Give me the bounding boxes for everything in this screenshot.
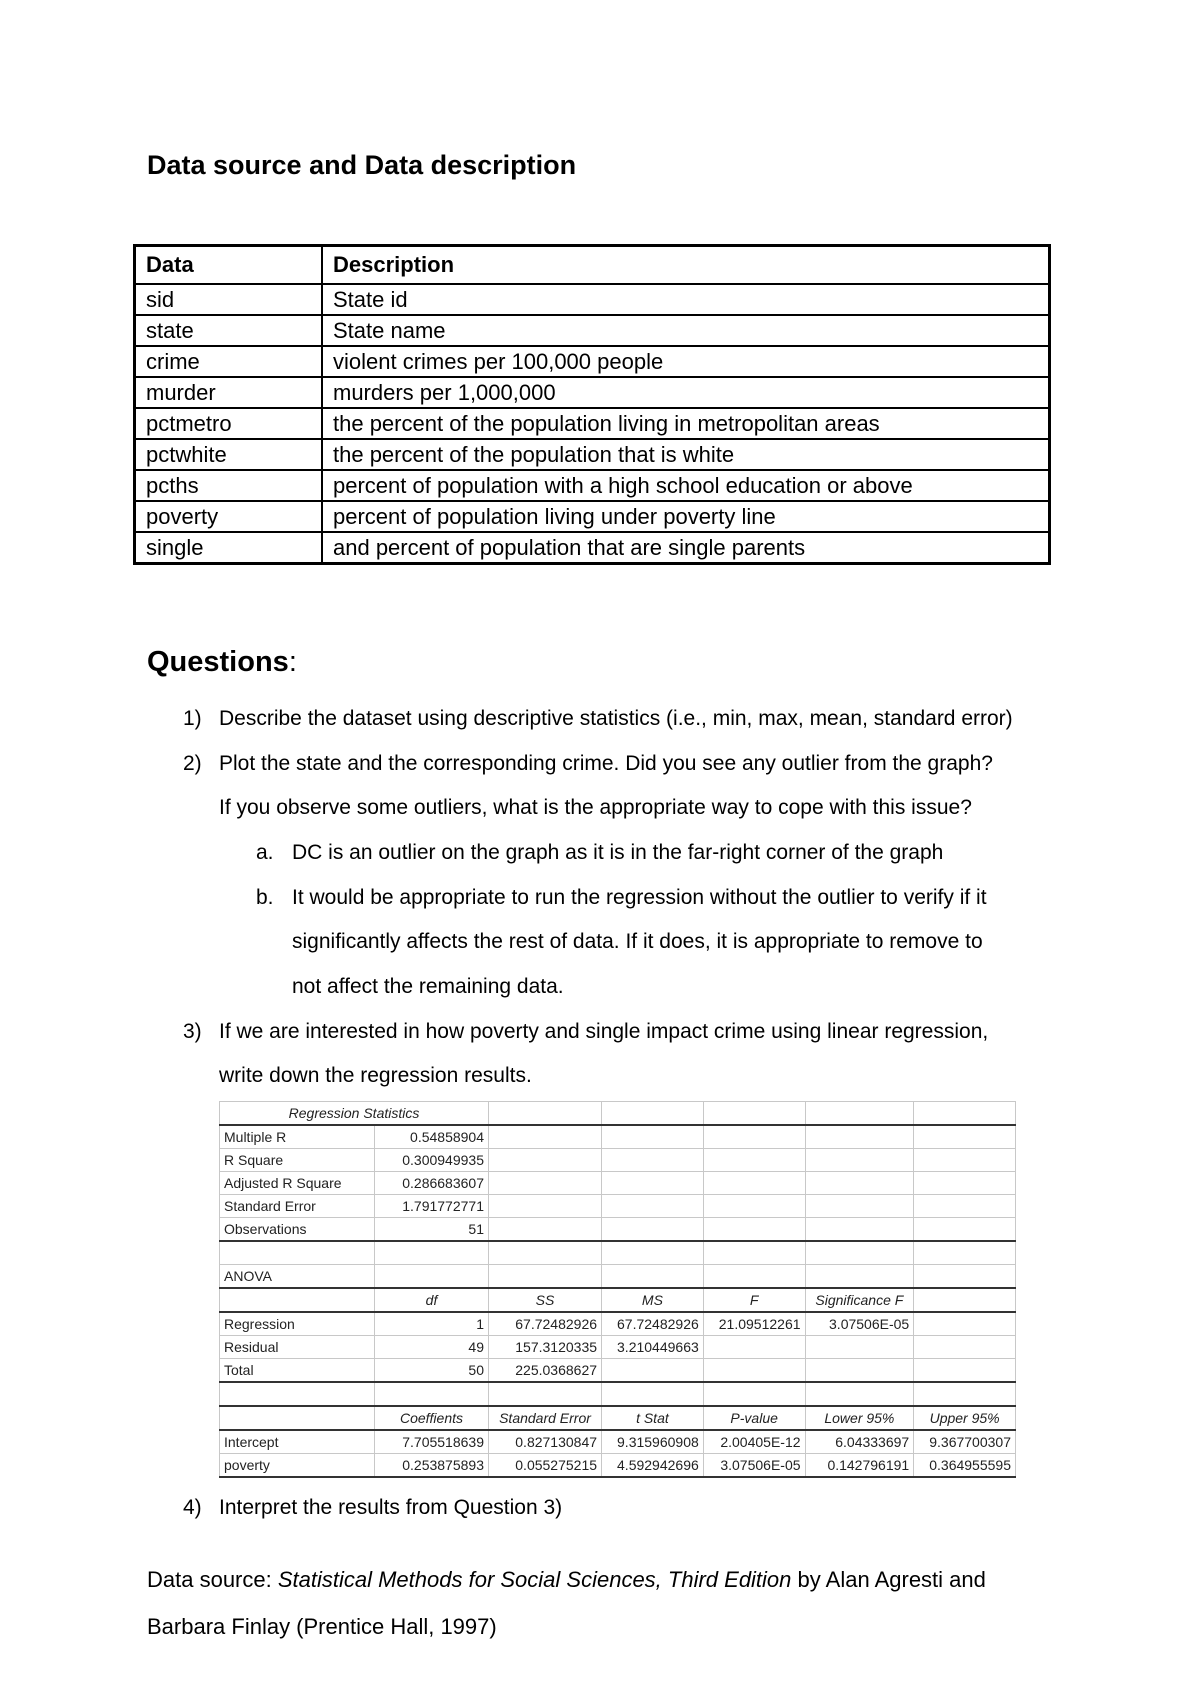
anova-label: ANOVA (220, 1265, 375, 1289)
table-row (220, 1195, 1016, 1218)
table-row (220, 1430, 1016, 1454)
table-row (220, 1125, 1016, 1149)
answer-2b-marker: b. (256, 886, 274, 909)
table-row (135, 284, 1050, 315)
data-source-line2: Barbara Finlay (Prentice Hall, 1997) (147, 1614, 497, 1639)
anova-row-label: Total (220, 1359, 375, 1383)
coef-cell: 6.04333697 (805, 1430, 914, 1454)
regression-output-table (219, 1101, 1016, 1478)
coef-cell: 3.07506E-05 (703, 1454, 805, 1478)
table-row (135, 532, 1050, 564)
answer-2b-text-line3: not affect the remaining data. (292, 975, 564, 998)
cell-description: violent crimes per 100,000 people (322, 346, 1050, 377)
coef-cell: 0.142796191 (805, 1454, 914, 1478)
question-1-number: 1) (183, 707, 202, 730)
question-3-text-line2: write down the regression results. (219, 1064, 532, 1087)
anova-row-label: Regression (220, 1312, 375, 1336)
coef-cell: 9.367700307 (914, 1430, 1016, 1454)
table-row (135, 501, 1050, 532)
table-row (220, 1336, 1016, 1359)
cell-description: the percent of the population living in metropolitan areas (322, 408, 1050, 439)
question-4-text: Interpret the results from Question 3) (219, 1496, 563, 1519)
stat-value: 51 (375, 1218, 489, 1242)
cell-description: percent of population with a high school education or above (322, 470, 1050, 501)
data-source-line1 (147, 1567, 986, 1593)
coef-cell: 7.705518639 (375, 1430, 489, 1454)
anova-cell: 49 (375, 1336, 489, 1359)
page-heading: Data source and Data description (147, 150, 577, 180)
cell-data: pctwhite (135, 439, 323, 470)
cell-data: state (135, 315, 323, 346)
cell-data: murder (135, 377, 323, 408)
coef-cell: 9.315960908 (602, 1430, 704, 1454)
data-description-table (133, 244, 1051, 565)
table-row (220, 1312, 1016, 1336)
anova-header: SS (489, 1288, 602, 1312)
coef-header: Upper 95% (914, 1406, 1016, 1430)
coef-header: t Stat (602, 1406, 704, 1430)
table-row (220, 1265, 1016, 1289)
question-2-text-line1: Plot the state and the corresponding crime. Did you see any outlier from the graph? (219, 752, 993, 775)
table-row (220, 1382, 1016, 1406)
anova-cell: 1 (375, 1312, 489, 1336)
table-row (135, 408, 1050, 439)
stat-label: Adjusted R Square (220, 1172, 375, 1195)
stat-value: 1.791772771 (375, 1195, 489, 1218)
coef-cell: 0.055275215 (489, 1454, 602, 1478)
regression-stats-title: Regression Statistics (220, 1102, 489, 1126)
table-row (135, 439, 1050, 470)
answer-2a-text: DC is an outlier on the graph as it is in the far-right corner of the graph (292, 841, 944, 864)
cell-description: murders per 1,000,000 (322, 377, 1050, 408)
anova-cell: 3.07506E-05 (805, 1312, 914, 1336)
cell-description: percent of population living under poverty line (322, 501, 1050, 532)
coef-cell: 2.00405E-12 (703, 1430, 805, 1454)
coef-cell: 0.364955595 (914, 1454, 1016, 1478)
cell-data: sid (135, 284, 323, 315)
cell-data: pcths (135, 470, 323, 501)
source-authors: by Alan Agresti and (791, 1567, 986, 1592)
stat-value: 0.54858904 (375, 1125, 489, 1149)
anova-cell: 21.09512261 (703, 1312, 805, 1336)
question-4-number: 4) (183, 1496, 202, 1519)
table-row (220, 1241, 1016, 1265)
answer-2b-text-line2: significantly affects the rest of data. If it does, it is appropriate to remove to (292, 930, 983, 953)
table-row (220, 1149, 1016, 1172)
table-row (135, 377, 1050, 408)
coef-row-label: poverty (220, 1454, 375, 1478)
anova-cell: 50 (375, 1359, 489, 1383)
cell-data: pctmetro (135, 408, 323, 439)
anova-header: df (375, 1288, 489, 1312)
table-row (135, 346, 1050, 377)
anova-row-label: Residual (220, 1336, 375, 1359)
cell-description: and percent of population that are single parents (322, 532, 1050, 564)
table-row (135, 315, 1050, 346)
cell-data: single (135, 532, 323, 564)
anova-cell: 67.72482926 (602, 1312, 704, 1336)
coef-header-row (220, 1406, 1016, 1430)
coef-row-label: Intercept (220, 1430, 375, 1454)
coef-header: Coeffients (375, 1406, 489, 1430)
anova-cell: 157.3120335 (489, 1336, 602, 1359)
stat-label: Multiple R (220, 1125, 375, 1149)
answer-2a-marker: a. (256, 841, 274, 864)
cell-description: State id (322, 284, 1050, 315)
cell-description: the percent of the population that is white (322, 439, 1050, 470)
cell-description: State name (322, 315, 1050, 346)
coef-cell: 4.592942696 (602, 1454, 704, 1478)
stat-label: R Square (220, 1149, 375, 1172)
answer-2b-text-line1: It would be appropriate to run the regression without the outlier to verify if it (292, 886, 987, 909)
anova-header: Significance F (805, 1288, 914, 1312)
cell-data: poverty (135, 501, 323, 532)
coef-header: Lower 95% (805, 1406, 914, 1430)
question-1-text: Describe the dataset using descriptive statistics (i.e., min, max, mean, standard error) (219, 707, 1013, 730)
question-2-text-line2: If you observe some outliers, what is the appropriate way to cope with this issue? (219, 796, 972, 819)
source-label: Data source: (147, 1567, 278, 1592)
header-data: Data (135, 246, 323, 285)
table-header-row (135, 246, 1050, 285)
question-3-number: 3) (183, 1020, 202, 1043)
table-row (220, 1172, 1016, 1195)
coef-cell: 0.827130847 (489, 1430, 602, 1454)
coef-cell: 0.253875893 (375, 1454, 489, 1478)
anova-cell: 3.210449663 (602, 1336, 704, 1359)
stat-value: 0.300949935 (375, 1149, 489, 1172)
stat-label: Observations (220, 1218, 375, 1242)
table-row (220, 1102, 1016, 1126)
anova-cell: 67.72482926 (489, 1312, 602, 1336)
anova-cell: 225.0368627 (489, 1359, 602, 1383)
stat-label: Standard Error (220, 1195, 375, 1218)
question-2-number: 2) (183, 752, 202, 775)
table-row (135, 470, 1050, 501)
header-description: Description (322, 246, 1050, 285)
anova-header: MS (602, 1288, 704, 1312)
anova-header-row (220, 1288, 1016, 1312)
stat-value: 0.286683607 (375, 1172, 489, 1195)
question-3-text-line1: If we are interested in how poverty and single impact crime using linear regression, (219, 1020, 989, 1043)
table-row (220, 1218, 1016, 1242)
questions-heading-colon: : (288, 646, 297, 678)
table-row (220, 1359, 1016, 1383)
source-book-title: Statistical Methods for Social Sciences, Third Edition (277, 1567, 792, 1592)
coef-header: P-value (703, 1406, 805, 1430)
cell-data: crime (135, 346, 323, 377)
anova-header: F (703, 1288, 805, 1312)
coef-header: Standard Error (489, 1406, 602, 1430)
questions-heading (147, 646, 297, 679)
table-row (220, 1454, 1016, 1478)
questions-heading-text: Questions (147, 646, 289, 678)
